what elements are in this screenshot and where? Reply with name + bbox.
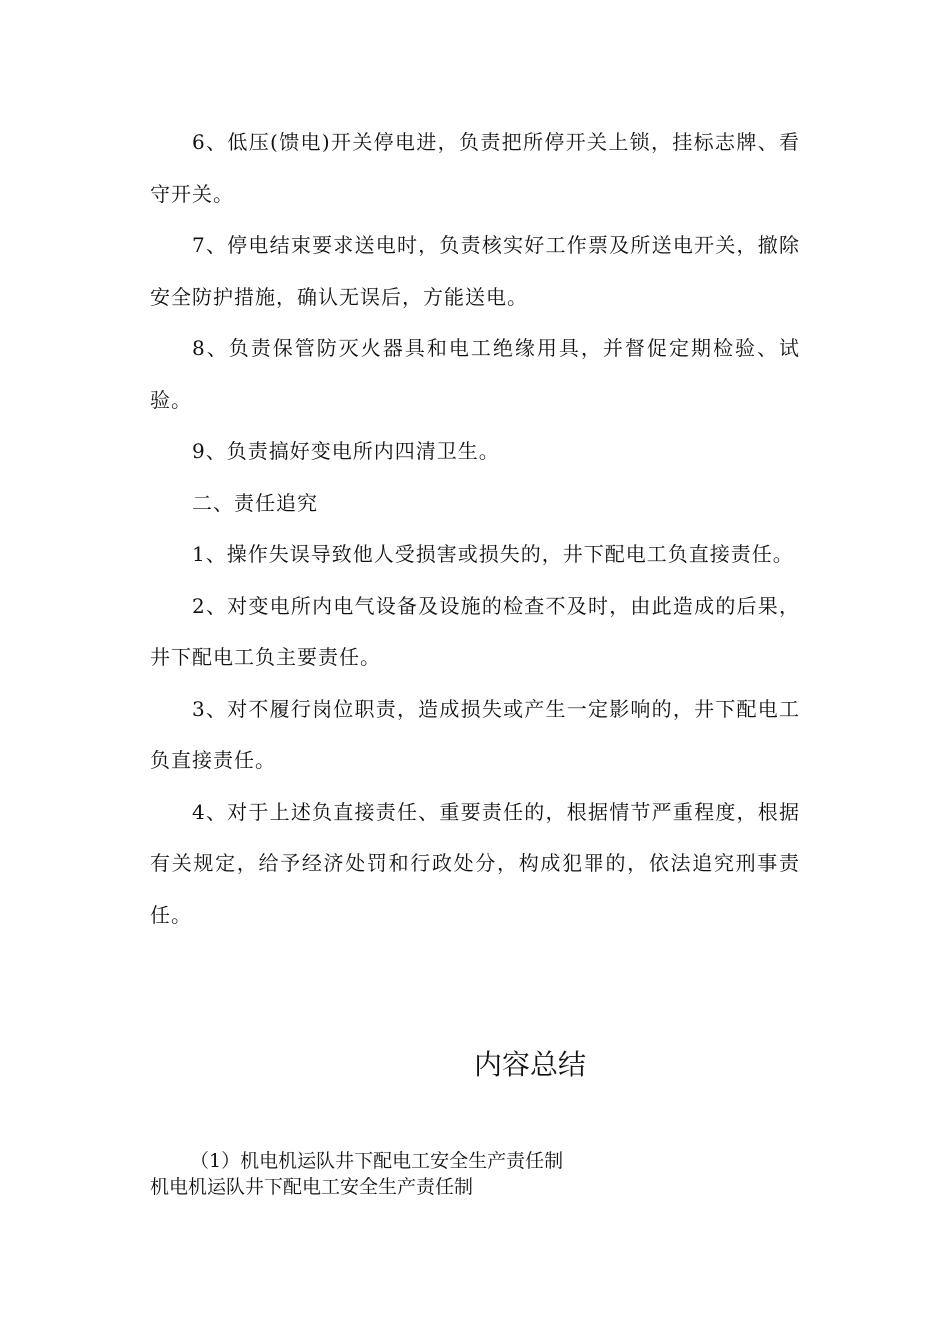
paragraph-8: 8、负责保管防灭火器具和电工绝缘用具，并督促定期检验、试验。 bbox=[150, 336, 800, 412]
summary-item-body: 机电机运队井下配电工安全生产责任制 bbox=[150, 1176, 474, 1198]
paragraph-liability-1: 1、操作失误导致他人受损害或损失的，井下配电工负直接责任。 bbox=[192, 542, 794, 566]
document-body bbox=[150, 117, 800, 941]
paragraph-7: 7、停电结束要求送电时，负责核实好工作票及所送电开关，撤除安全防护措施，确认无误后，方能送电。 bbox=[150, 233, 800, 309]
paragraph-liability-4: 4、对于上述负直接责任、重要责任的，根据情节严重程度，根据有关规定，给予经济处罚和行政处分，构成犯罪的，依法追究刑事责任。 bbox=[150, 799, 800, 927]
paragraph-liability-2: 2、对变电所内电气设备及设施的检查不及时，由此造成的后果，井下配电工负主要责任。 bbox=[150, 593, 800, 669]
summary-item-head: （1）机电机运队井下配电工安全生产责任制 bbox=[190, 1150, 564, 1172]
summary-item bbox=[150, 1148, 563, 1200]
paragraph-liability-3: 3、对不履行岗位职责，造成损失或产生一定影响的，井下配电工负直接责任。 bbox=[150, 696, 800, 772]
paragraph-9: 9、负责搞好变电所内四清卫生。 bbox=[192, 439, 500, 463]
summary-title: 内容总结 bbox=[473, 1048, 586, 1081]
section-heading-responsibility: 二、责任追究 bbox=[192, 490, 318, 515]
paragraph-6: 6、低压(馈电)开关停电进，负责把所停开关上锁，挂标志牌、看守开关。 bbox=[150, 130, 800, 206]
